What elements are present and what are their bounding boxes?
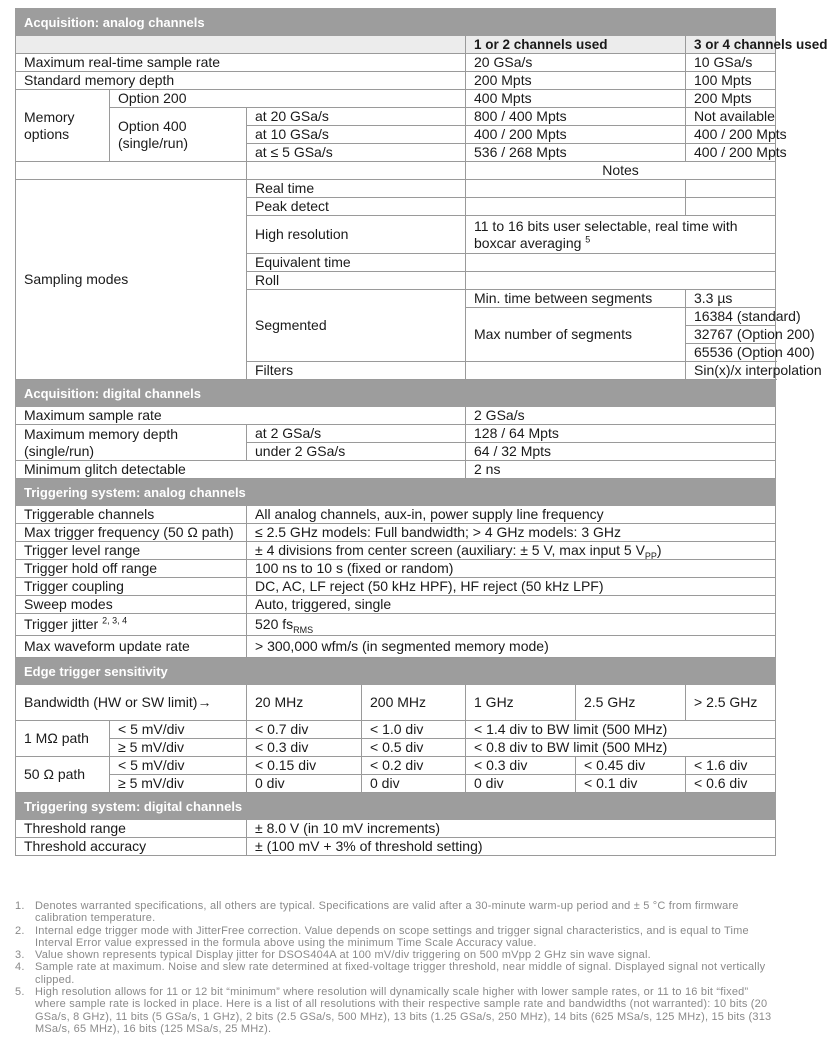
spec-sheet [15, 8, 828, 856]
row-label: Option 400 (single/run) [110, 108, 247, 162]
table-row [16, 614, 776, 636]
row-label: Trigger level range [16, 542, 247, 560]
cell-value: All analog channels, aux-in, power supply line frequency [247, 506, 776, 524]
table-row [16, 461, 776, 479]
row-label: under 2 GSa/s [247, 443, 466, 461]
cell-value: < 0.7 div [247, 721, 362, 739]
footnote: 2. Internal edge trigger mode with JitterFree correction. Value depends on scope settings and trigger signal characteristics, and is equal to Time Interval Error value expressed in the formula above using the minimum Time Scale Accuracy value. [15, 924, 749, 949]
row-label: Trigger hold off range [16, 560, 247, 578]
row-label: Peak detect [247, 198, 466, 216]
row-label: Sampling modes [16, 180, 247, 380]
table-row [16, 180, 776, 198]
cell-value: 100 ns to 10 s (fixed or random) [247, 560, 776, 578]
cell-value: 32767 (Option 200) [686, 326, 776, 344]
row-label: ≥ 5 mV/div [110, 739, 247, 757]
section-header [16, 793, 776, 820]
cell-value: 400 Mpts [466, 90, 686, 108]
row-label: < 5 mV/div [110, 721, 247, 739]
cell-value: < 1.6 div [686, 757, 776, 775]
cell-value: 16384 (standard) [686, 308, 776, 326]
row-label: Option 200 [110, 90, 466, 108]
cell-value: 20 GSa/s [466, 54, 686, 72]
row-label: 1 MΩ path [16, 721, 110, 757]
cell-value: 400 / 200 Mpts [686, 126, 776, 144]
table-row [16, 72, 776, 90]
table-row [16, 425, 776, 443]
cell-value: < 0.15 div [247, 757, 362, 775]
cell-value: Not available [686, 108, 776, 126]
cell-value: 100 Mpts [686, 72, 776, 90]
cell-value: > 300,000 wfm/s (in segmented memory mode) [247, 636, 776, 658]
column-header: 200 MHz [362, 685, 466, 721]
table-row [16, 54, 776, 72]
row-label: Max number of segments [466, 308, 686, 362]
cell-value: 11 to 16 bits user selectable, real time with boxcar averaging $^5$ [466, 216, 776, 254]
cell-value: < 0.2 div [362, 757, 466, 775]
table-row [16, 757, 776, 775]
row-label: Segmented [247, 290, 466, 362]
notes-header: Notes [466, 162, 776, 180]
column-header: > 2.5 GHz [686, 685, 776, 721]
row-label: Maximum real-time sample rate [16, 54, 466, 72]
cell-value: ± 8.0 V (in 10 mV increments) [247, 820, 776, 838]
cell-value: 64 / 32 Mpts [466, 443, 776, 461]
row-label: Maximum sample rate [16, 407, 466, 425]
row-label: Equivalent time [247, 254, 466, 272]
row-label: Filters [247, 362, 466, 380]
cell-value: 800 / 400 Mpts [466, 108, 686, 126]
cell-value: < 0.5 div [362, 739, 466, 757]
spec-table [15, 8, 828, 856]
cell-value: < 0.45 div [576, 757, 686, 775]
table-row [16, 820, 776, 838]
section-title: Triggering system: digital channels [16, 793, 776, 820]
footnote: 5. High resolution allows for 11 or 12 bit “minimum” where resolution will dynamically scale higher with lower sample rates, or 11 to 16 bit “fixed” where sample rate is locked in place. Here is a list of all resolutions with their respective sample rate and bandwidths (not warranted): 10 bits (20 GSa/s, 8 GHz), 11 bits (5 GSa/s, 1 GHz), 2 bits (2.5 GSa/s, 500 MHz), 13 bits (1.25 GSa/s, 250 MHz), 14 bits (625 MSa/s, 125 MHz), 15 bits (313 MSa/s, 65 MHz), 16 bits (125 MSa/s, 25 MHz). [15, 986, 772, 1035]
table-row [16, 775, 776, 793]
row-label: at ≤ 5 GSa/s [247, 144, 466, 162]
cell-value: 128 / 64 Mpts [466, 425, 776, 443]
row-label: High resolution [247, 216, 466, 254]
table-row [16, 542, 776, 560]
table-row [16, 108, 776, 126]
section-header [16, 479, 776, 506]
row-label: Standard memory depth [16, 72, 466, 90]
footnote: 1. Denotes warranted specifications, all others are typical. Specifications are valid after a 30-minute warm-up period and ± 5 °C from firmware calibration temperature. [15, 900, 739, 925]
row-label: Threshold range [16, 820, 247, 838]
row-label: ≥ 5 mV/div [110, 775, 247, 793]
section-header [16, 380, 776, 407]
table-row [16, 506, 776, 524]
column-header: 20 MHz [247, 685, 362, 721]
cell-value: Auto, triggered, single [247, 596, 776, 614]
cell-value: Sin(x)/x interpolation [686, 362, 776, 380]
column-header: 1 GHz [466, 685, 576, 721]
table-row [16, 596, 776, 614]
cell-value: 0 div [247, 775, 362, 793]
footnote: 3. Value shown represents typical Display jitter for DSOS404A at 100 mV/div triggering on 500 mVpp 2 GHz sin wave signal. [15, 949, 651, 962]
table-row [16, 162, 776, 180]
row-label: Max waveform update rate [16, 636, 247, 658]
cell-value: 400 / 200 Mpts [466, 126, 686, 144]
row-label: at 2 GSa/s [247, 425, 466, 443]
row-label: Triggerable channels [16, 506, 247, 524]
table-row [16, 524, 776, 542]
footnote: 4. Sample rate at maximum. Noise and slew rate determined at fixed-voltage trigger threshold, near middle of signal. Displayed signal not vertically clipped. [15, 961, 766, 986]
section-title: Edge trigger sensitivity [16, 658, 776, 685]
row-label: Minimum glitch detectable [16, 461, 466, 479]
row-label: Maximum memory depth (single/run) [16, 425, 247, 461]
cell-value: 520 $fs_{RMS}$ [247, 614, 776, 636]
table-row [16, 838, 776, 856]
row-label: < 5 mV/div [110, 757, 247, 775]
cell-value: < 0.3 div [466, 757, 576, 775]
section-header [16, 9, 776, 36]
cell-value: 0 div [362, 775, 466, 793]
row-label: Trigger coupling [16, 578, 247, 596]
column-header: 1 or 2 channels used [466, 36, 686, 54]
row-label: Bandwidth (HW or SW limit)→ [16, 685, 247, 721]
cell-value: 536 / 268 Mpts [466, 144, 686, 162]
row-label: 50 Ω path [16, 757, 110, 793]
row-label: Min. time between segments [466, 290, 686, 308]
cell-value: ± (100 mV + 3% of threshold setting) [247, 838, 776, 856]
table-row [16, 407, 776, 425]
table-row [16, 560, 776, 578]
cell-value: 0 div [466, 775, 576, 793]
row-label: Trigger jitter $^{2, 3, 4}$ [16, 614, 247, 636]
section-header [16, 658, 776, 685]
cell-value: < 0.8 div to BW limit (500 MHz) [466, 739, 776, 757]
cell-value: ≤ 2.5 GHz models: Full bandwidth; > 4 GHz models: 3 GHz [247, 524, 776, 542]
row-label: Max trigger frequency (50 Ω path) [16, 524, 247, 542]
cell-value: 200 Mpts [686, 90, 776, 108]
cell-value: 10 GSa/s [686, 54, 776, 72]
cell-value: ± 4 divisions from center screen (auxiliary: ± 5 V, max input 5 $V_{PP}$) [247, 542, 776, 560]
cell-value: < 0.1 div [576, 775, 686, 793]
cell-value: 65536 (Option 400) [686, 344, 776, 362]
table-row [16, 685, 776, 721]
column-header-row [16, 36, 776, 54]
section-title: Acquisition: digital channels [16, 380, 776, 407]
cell-value: < 0.6 div [686, 775, 776, 793]
cell-value: 2 GSa/s [466, 407, 776, 425]
row-label: Roll [247, 272, 466, 290]
table-row [16, 721, 776, 739]
cell-value: < 1.4 div to BW limit (500 MHz) [466, 721, 776, 739]
cell-value: 200 Mpts [466, 72, 686, 90]
cell-value: 400 / 200 Mpts [686, 144, 776, 162]
section-title: Triggering system: analog channels [16, 479, 776, 506]
row-label: at 20 GSa/s [247, 108, 466, 126]
row-label: Threshold accuracy [16, 838, 247, 856]
row-label: at 10 GSa/s [247, 126, 466, 144]
cell-value: DC, AC, LF reject (50 kHz HPF), HF reject (50 kHz LPF) [247, 578, 776, 596]
cell-value: < 1.0 div [362, 721, 466, 739]
table-row [16, 739, 776, 757]
footnotes [15, 900, 775, 1035]
row-label: Real time [247, 180, 466, 198]
table-row [16, 90, 776, 108]
column-header: 3 or 4 channels used [686, 36, 776, 54]
column-header: 2.5 GHz [576, 685, 686, 721]
row-label: Sweep modes [16, 596, 247, 614]
table-row [16, 578, 776, 596]
cell-value: 2 ns [466, 461, 776, 479]
cell-value: < 0.3 div [247, 739, 362, 757]
section-title: Acquisition: analog channels [16, 9, 776, 36]
row-label: Memory options [16, 90, 110, 162]
cell-value: 3.3 µs [686, 290, 776, 308]
table-row [16, 636, 776, 658]
